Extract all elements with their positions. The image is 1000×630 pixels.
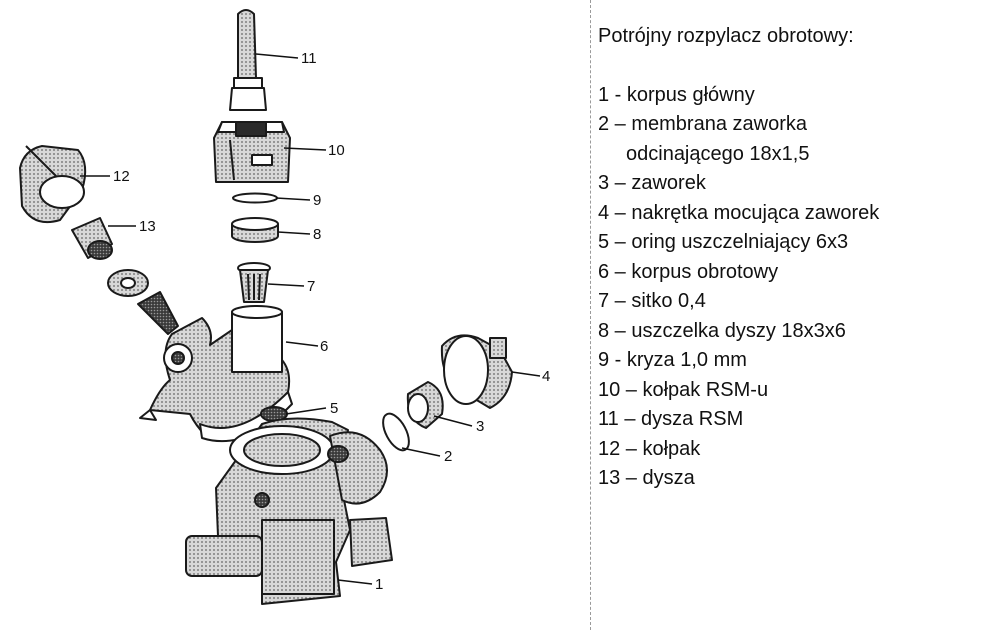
callout-10: 10 <box>328 142 345 159</box>
callout-2: 2 <box>444 448 453 465</box>
callout-9: 9 <box>313 192 322 209</box>
part-korpus-glowny <box>186 418 392 604</box>
part-cone-filter <box>138 292 178 334</box>
legend-item-10: 10 – kołpak RSM-u <box>598 378 769 401</box>
legend-item-8: 8 – uszczelka dyszy 18x3x6 <box>598 319 846 342</box>
part-zaworek <box>408 382 443 428</box>
parts-legend <box>598 22 993 494</box>
part-dysza-rsm <box>230 10 266 110</box>
part-kryza <box>233 194 277 203</box>
part-membrana <box>378 410 414 455</box>
callout-1: 1 <box>375 576 384 593</box>
part-nakretka <box>442 335 512 408</box>
legend-item-7: 7 – sitko 0,4 <box>598 290 706 312</box>
callout-7: 7 <box>307 278 316 295</box>
legend-item-5: 5 – oring uszczelniający 6x3 <box>598 231 849 253</box>
callout-6: 6 <box>320 338 329 355</box>
legend-item-1: 1 - korpus główny <box>598 83 755 106</box>
callout-12: 12 <box>113 168 130 185</box>
callout-8: 8 <box>313 226 322 243</box>
part-sitko <box>238 263 270 302</box>
part-uszczelka-dyszy <box>232 218 278 242</box>
column-divider <box>590 0 591 630</box>
legend-title: Potrójny rozpylacz obrotowy: <box>598 25 854 47</box>
callout-3: 3 <box>476 418 485 435</box>
callout-11: 11 <box>301 50 317 67</box>
legend-item-2: 2 – membrana zaworka <box>598 113 807 135</box>
part-dysza-small <box>72 218 112 259</box>
legend-item-4: 4 – nakrętka mocująca zaworek <box>598 201 880 224</box>
legend-item-3: 3 – zaworek <box>598 172 706 194</box>
part-washer <box>108 270 148 296</box>
legend-item-6: 6 – korpus obrotowy <box>598 260 779 283</box>
legend-item-12: 12 – kołpak <box>598 437 701 460</box>
legend-item-9: 9 - kryza 1,0 mm <box>598 349 747 371</box>
callout-5: 5 <box>330 400 339 417</box>
callout-13: 13 <box>139 218 156 235</box>
part-kolpak <box>20 146 85 222</box>
legend-item-2-continued: odcinającego 18x1,5 <box>626 142 810 165</box>
callout-4: 4 <box>542 368 551 385</box>
legend-item-11: 11 – dysza RSM <box>598 408 744 430</box>
legend-item-13: 13 – dysza <box>598 467 695 489</box>
part-kolpak-rsm <box>214 122 290 182</box>
